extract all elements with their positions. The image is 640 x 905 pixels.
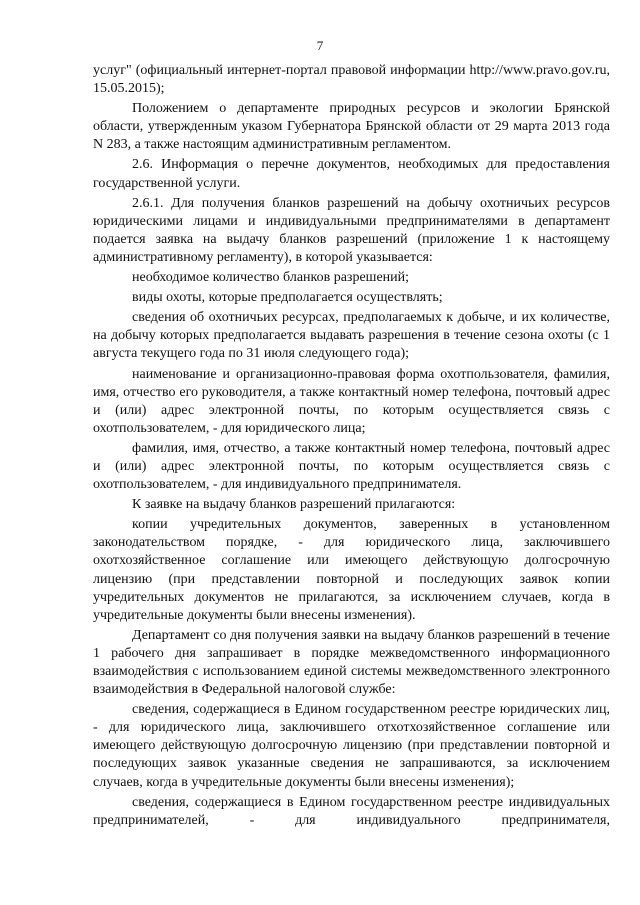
paragraph: необходимое количество бланков разрешений; — [132, 270, 410, 286]
page-number: 7 — [316, 38, 324, 53]
paragraph: сведения, содержащиеся в Едином государственном реестре индивидуальных предпринимателей, - для индивидуального предпринимателя, — [93, 794, 610, 828]
paragraph: Положением о департаменте природных ресурсов и экологии Брянской области, утвержденным указом Губернатора Брянской области от 29 марта 2013 года N 283, а также настоящим административным регламентом. — [93, 101, 610, 153]
paragraph: виды охоты, которые предполагается осуществлять; — [132, 290, 443, 306]
paragraph: наименование и организационно-правовая форма охотпользователя, фамилия, имя, отчество его руководителя, а также контактный номер телефона, почтовый адрес и (или) адрес электронной почты, по которым осуществляется связь с охотпользователем, - для юридического лица; — [93, 366, 610, 436]
paragraph: 2.6. Информация о перечне документов, необходимых для предоставления государственной услуги. — [93, 157, 610, 191]
paragraph: К заявке на выдачу бланков разрешений прилагаются: — [132, 497, 456, 513]
paragraph: услуг" (официальный интернет-портал правовой информации http://www.pravo.gov.ru, 15.05.2015); — [93, 63, 610, 97]
paragraph: фамилия, имя, отчество, а также контактный номер телефона, почтовый адрес и (или) адрес электронной почты, по которым осуществляется связь с охотпользователем, - для индивидуального предпринимателя. — [93, 440, 610, 493]
paragraph: 2.6.1. Для получения бланков разрешений на добычу охотничьих ресурсов юридическими лицами и индивидуальными предпринимателями в департамент подается заявка на выдачу бланков разрешений (приложение 1 к настоящему административному регламенту), в которой указывается: — [93, 195, 610, 265]
document-body — [93, 62, 610, 830]
paragraph: сведения, содержащиеся в Едином государственном реестре юридических лиц, - для юридического лица, заключившего отхотхозяйственное соглашение или имеющего действующую долгосрочную лицензию (при представлении повторной и последующих заявок указанные сведения не запрашиваются, за исключением случаев, когда в учредительные документы были внесены изменения); — [93, 702, 610, 790]
paragraph: Департамент со дня получения заявки на выдачу бланков разрешений в течение 1 рабочего дня запрашивает в порядке межведомственного информационного взаимодействия с использованием единой системы межведомственного электронного взаимодействия в Федеральной налоговой службе: — [93, 627, 610, 698]
paragraph: копии учредительных документов, заверенных в установленном законодательством порядке, - для юридического лица, заключившего охотхозяйственное соглашение или имеющего действующую долгосрочную лицензию (при представлении повторной и последующих заявок копии учредительных документов не прилагаются, за исключением случаев, когда в учредительные документы были внесены изменения). — [93, 517, 610, 623]
paragraph: сведения об охотничьих ресурсах, предполагаемых к добыче, и их количестве, на добычу которых предполагается выдавать разрешения в течение сезона охоты (с 1 августа текущего года по 31 июля следующего года); — [93, 310, 610, 362]
